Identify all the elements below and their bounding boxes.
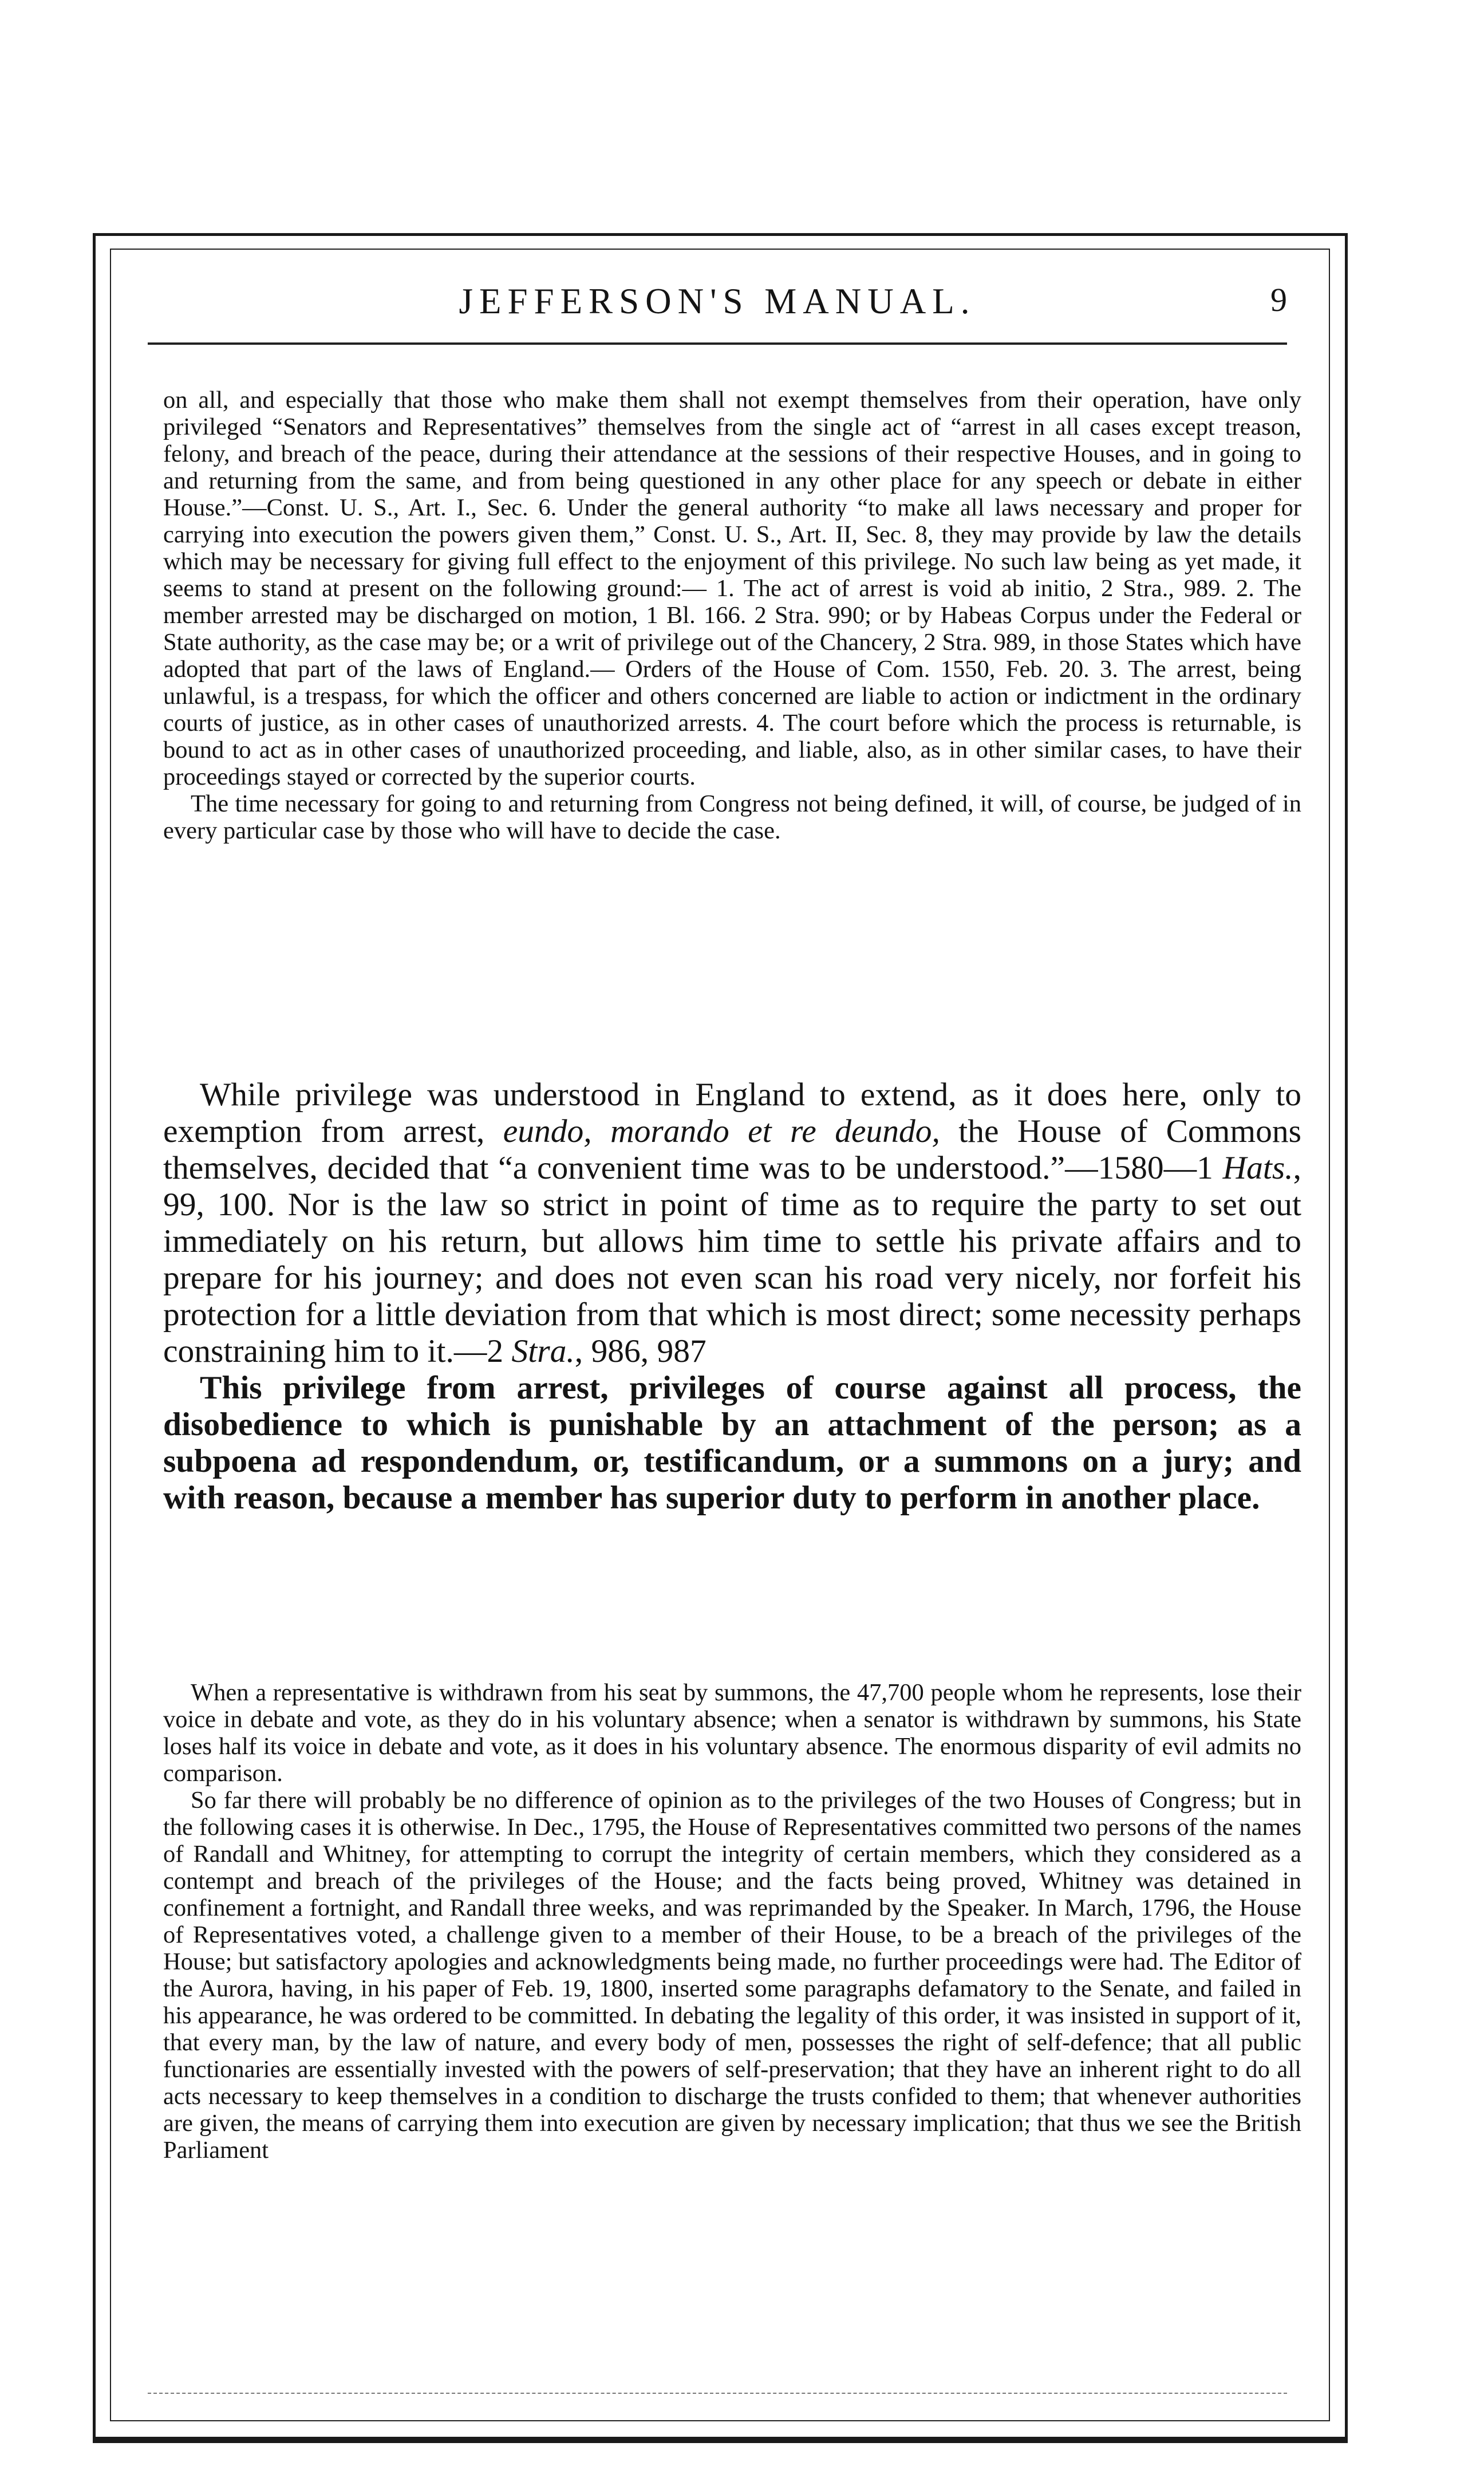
note-bottom — [163, 1679, 1301, 2164]
hats-citation: Hats. — [1222, 1150, 1293, 1186]
footer-rule — [148, 2393, 1287, 2394]
page-number: 9 — [1270, 281, 1287, 318]
main-paragraph-2: This privilege from arrest, privileges of course against all process, the disobedience to which is punishable by an attachment of the person; as a subpoena ad respondendum, or, testificandum, or a summons on a jury; and with reason, because a member has superior duty to perform in another place. — [163, 1370, 1301, 1516]
header-rule — [148, 342, 1287, 345]
latin-phrase: eundo, morando et re deundo, — [503, 1113, 940, 1149]
main-text — [163, 1077, 1301, 1516]
main-paragraph-1-cite: , 99, 100. Nor is the law so strict in point of time as to require the party to set out immediately on his return, but allows him time to settle his private affairs and to prepare for his journey; and does not even scan his road very nicely, nor forfeit his protection for a little deviation from that which is most direct; some necessity perhaps constraining him to it.—2 — [163, 1150, 1301, 1369]
page-header — [148, 281, 1287, 326]
main-paragraph-1-mid: the House of Commons themselves, decided that “a convenient time was to be understood.”—1580—1 — [163, 1113, 1301, 1186]
note-bottom-paragraph-2: So far there will probably be no difference of opinion as to the privileges of the two Houses of Congress; but in the following cases it is otherwise. In Dec., 1795, the House of Representatives committed two persons of the names of Randall and Whitney, for attempting to corrupt the integrity of certain members, which they considered as a contempt and breach of the privileges of the House; and the facts being proved, Whitney was detained in confinement a fortnight, and Randall three weeks, and was reprimanded by the Speaker. In March, 1796, the House of Representatives voted, a challenge given to a member of their House, to be a breach of the privileges of the House; but satisfactory apologies and acknowledgments being made, no further proceedings were had. The Editor of the Aurora, having, in his paper of Feb. 19, 1800, inserted some paragraphs defamatory to the Senate, and failed in his appearance, he was ordered to be committed. In debating the legality of this order, it was insisted in support of it, that every man, by the law of nature, and every body of men, possesses the right of self-defence; that all public functionaries are essentially invested with the powers of self-preservation; that they have an inherent right to do all acts necessary to keep themselves in a condition to discharge the trusts confided to them; that whenever authorities are given, the means of carrying them into execution are given by necessary implication; that thus we see the British Parliament — [163, 1787, 1301, 2164]
main-paragraph-1 — [163, 1077, 1301, 1370]
note-top-paragraph-2: The time necessary for going to and returning from Congress not being defined, it will, of course, be judged of in every particular case by those who will have to decide the case. — [163, 790, 1301, 844]
main-paragraph-1-lead: While privilege was understood in England to extend, as it does here, only to exemption from arrest, — [163, 1077, 1301, 1149]
note-top-paragraph-1: on all, and especially that those who make them shall not exempt themselves from their operation, have only privileged “Senators and Representatives” themselves from the single act of “arrest in all cases except treason, felony, and breach of the peace, during their attendance at the sessions of their respective Houses, and in going to and returning from the same, and from being questioned in any other place for any speech or debate in either House.”—Const. U. S., Art. I., Sec. 6. Under the general authority “to make all laws necessary and proper for carrying into execution the powers given them,” Const. U. S., Art. II, Sec. 8, they may provide by law the details which may be necessary for giving full effect to the enjoyment of this privilege. No such law being as yet made, it seems to stand at present on the following ground:— 1. The act of arrest is void ab initio, 2 Stra., 989. 2. The member arrested may be discharged on motion, 1 Bl. 166. 2 Stra. 990; or by Habeas Corpus under the Federal or State authority, as the case may be; or a writ of privilege out of the Chancery, 2 Stra. 989, in those States which have adopted that part of the laws of England.— Orders of the House of Com. 1550, Feb. 20. 3. The arrest, being unlawful, is a trespass, for which the officer and others concerned are liable to action or indictment in the ordinary courts of justice, as in other cases of unauthorized arrests. 4. The court before which the process is returnable, is bound to act as in other cases of unauthorized proceeding, and liable, also, as in other similar cases, to have their proceedings stayed or corrected by the superior courts. — [163, 387, 1301, 790]
running-title: JEFFERSON'S MANUAL. — [459, 281, 976, 321]
note-bottom-paragraph-1: When a representative is withdrawn from his seat by summons, the 47,700 people whom he represents, lose their voice in debate and vote, as they do in his voluntary absence; when a senator is withdrawn by summons, his State loses half its voice in debate and vote, as it does in his voluntary absence. The enormous disparity of evil admits no comparison. — [163, 1679, 1301, 1787]
note-top — [163, 387, 1301, 844]
main-paragraph-1-end: , 986, 987 — [574, 1333, 707, 1369]
stra-citation: Stra. — [511, 1333, 575, 1369]
